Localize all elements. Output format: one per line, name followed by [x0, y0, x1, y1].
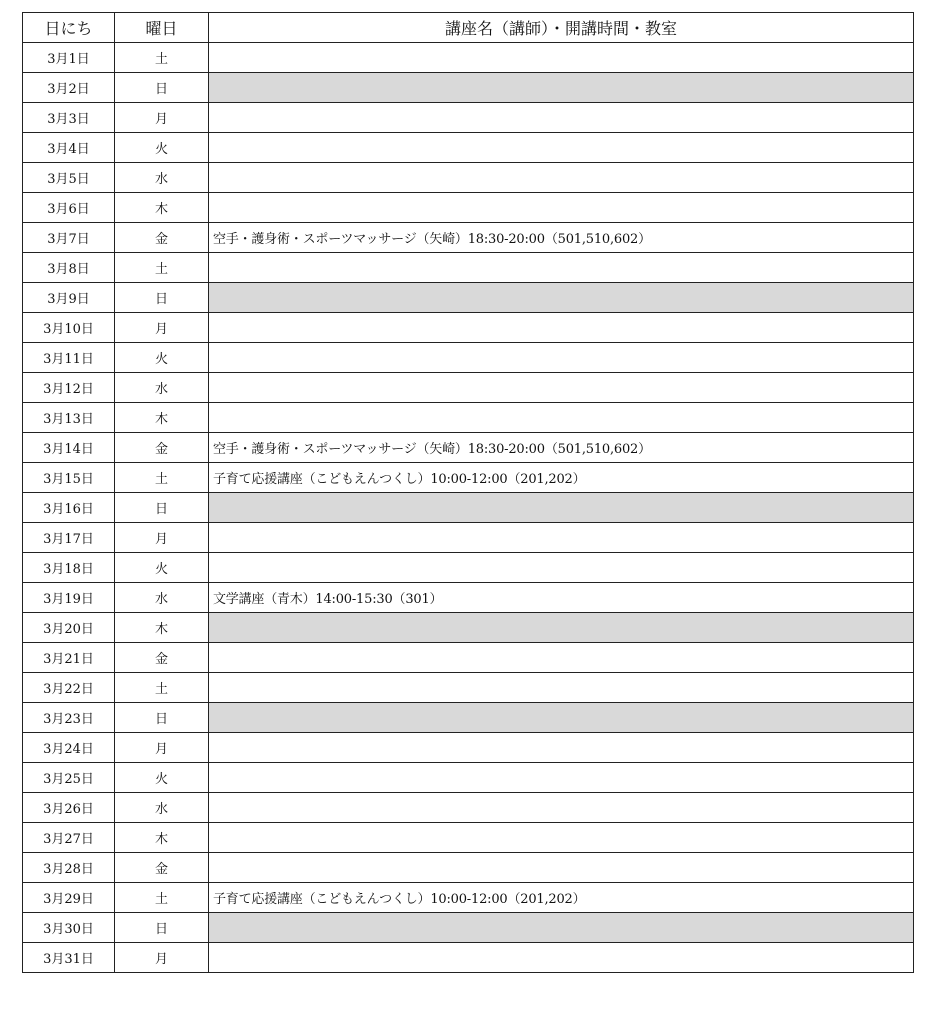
- weekday-cell: 土: [115, 883, 209, 913]
- date-cell: 3月27日: [23, 823, 115, 853]
- table-row: [23, 463, 914, 493]
- date-cell: 3月16日: [23, 493, 115, 523]
- course-cell: [209, 823, 914, 853]
- table-row: [23, 313, 914, 343]
- table-row: [23, 853, 914, 883]
- course-cell: [209, 103, 914, 133]
- date-cell: 3月15日: [23, 463, 115, 493]
- weekday-cell: 水: [115, 583, 209, 613]
- weekday-cell: 月: [115, 943, 209, 973]
- table-row: [23, 523, 914, 553]
- header-row: [23, 13, 914, 43]
- weekday-cell: 月: [115, 103, 209, 133]
- table-row: [23, 193, 914, 223]
- header-weekday: 曜日: [115, 13, 209, 43]
- table-row: [23, 343, 914, 373]
- course-cell: 空手・護身術・スポーツマッサージ（矢崎）18:30-20:00（501,510,602）: [209, 223, 914, 253]
- course-cell: [209, 313, 914, 343]
- date-cell: 3月28日: [23, 853, 115, 883]
- date-cell: 3月20日: [23, 613, 115, 643]
- table-row: [23, 103, 914, 133]
- course-cell: 子育て応援講座（こどもえんつくし）10:00-12:00（201,202）: [209, 883, 914, 913]
- table-row: [23, 673, 914, 703]
- weekday-cell: 火: [115, 763, 209, 793]
- date-cell: 3月3日: [23, 103, 115, 133]
- weekday-cell: 日: [115, 913, 209, 943]
- table-row: [23, 223, 914, 253]
- weekday-cell: 日: [115, 703, 209, 733]
- course-cell: [209, 403, 914, 433]
- weekday-cell: 金: [115, 643, 209, 673]
- table-row: [23, 583, 914, 613]
- schedule-table: [22, 12, 914, 973]
- course-cell: [209, 43, 914, 73]
- date-cell: 3月13日: [23, 403, 115, 433]
- weekday-cell: 木: [115, 823, 209, 853]
- date-cell: 3月4日: [23, 133, 115, 163]
- weekday-cell: 木: [115, 613, 209, 643]
- date-cell: 3月30日: [23, 913, 115, 943]
- course-cell: [209, 343, 914, 373]
- date-cell: 3月19日: [23, 583, 115, 613]
- table-row: [23, 643, 914, 673]
- weekday-cell: 水: [115, 793, 209, 823]
- weekday-cell: 火: [115, 133, 209, 163]
- closed-day-cell: [209, 703, 914, 733]
- table-row: [23, 43, 914, 73]
- closed-day-cell: [209, 613, 914, 643]
- date-cell: 3月10日: [23, 313, 115, 343]
- course-cell: [209, 943, 914, 973]
- date-cell: 3月7日: [23, 223, 115, 253]
- weekday-cell: 日: [115, 493, 209, 523]
- table-row: [23, 703, 914, 733]
- closed-day-cell: [209, 283, 914, 313]
- course-cell: [209, 253, 914, 283]
- table-row: [23, 493, 914, 523]
- header-course: 講座名（講師）・開講時間・教室: [209, 13, 914, 43]
- table-row: [23, 943, 914, 973]
- course-cell: 文学講座（青木）14:00-15:30（301）: [209, 583, 914, 613]
- course-cell: [209, 763, 914, 793]
- table-row: [23, 793, 914, 823]
- date-cell: 3月25日: [23, 763, 115, 793]
- table-row: [23, 133, 914, 163]
- date-cell: 3月18日: [23, 553, 115, 583]
- table-row: [23, 253, 914, 283]
- date-cell: 3月6日: [23, 193, 115, 223]
- date-cell: 3月8日: [23, 253, 115, 283]
- course-cell: [209, 193, 914, 223]
- table-row: [23, 823, 914, 853]
- course-cell: [209, 163, 914, 193]
- course-cell: [209, 373, 914, 403]
- date-cell: 3月12日: [23, 373, 115, 403]
- weekday-cell: 月: [115, 733, 209, 763]
- weekday-cell: 木: [115, 193, 209, 223]
- course-cell: [209, 793, 914, 823]
- date-cell: 3月9日: [23, 283, 115, 313]
- closed-day-cell: [209, 493, 914, 523]
- header-date: 日にち: [23, 13, 115, 43]
- course-cell: [209, 523, 914, 553]
- weekday-cell: 金: [115, 223, 209, 253]
- weekday-cell: 土: [115, 463, 209, 493]
- course-cell: [209, 853, 914, 883]
- date-cell: 3月29日: [23, 883, 115, 913]
- table-row: [23, 163, 914, 193]
- date-cell: 3月21日: [23, 643, 115, 673]
- closed-day-cell: [209, 913, 914, 943]
- course-cell: [209, 733, 914, 763]
- weekday-cell: 月: [115, 313, 209, 343]
- date-cell: 3月14日: [23, 433, 115, 463]
- table-row: [23, 373, 914, 403]
- weekday-cell: 火: [115, 553, 209, 583]
- course-cell: [209, 133, 914, 163]
- weekday-cell: 金: [115, 433, 209, 463]
- table-row: [23, 763, 914, 793]
- date-cell: 3月31日: [23, 943, 115, 973]
- table-row: [23, 733, 914, 763]
- weekday-cell: 土: [115, 673, 209, 703]
- table-row: [23, 613, 914, 643]
- course-cell: 子育て応援講座（こどもえんつくし）10:00-12:00（201,202）: [209, 463, 914, 493]
- date-cell: 3月22日: [23, 673, 115, 703]
- weekday-cell: 水: [115, 163, 209, 193]
- weekday-cell: 土: [115, 253, 209, 283]
- date-cell: 3月1日: [23, 43, 115, 73]
- weekday-cell: 月: [115, 523, 209, 553]
- weekday-cell: 日: [115, 283, 209, 313]
- date-cell: 3月5日: [23, 163, 115, 193]
- table-row: [23, 403, 914, 433]
- weekday-cell: 金: [115, 853, 209, 883]
- date-cell: 3月11日: [23, 343, 115, 373]
- table-row: [23, 433, 914, 463]
- schedule-body: [23, 43, 914, 973]
- table-row: [23, 913, 914, 943]
- course-cell: 空手・護身術・スポーツマッサージ（矢崎）18:30-20:00（501,510,602）: [209, 433, 914, 463]
- table-row: [23, 553, 914, 583]
- date-cell: 3月17日: [23, 523, 115, 553]
- weekday-cell: 水: [115, 373, 209, 403]
- weekday-cell: 土: [115, 43, 209, 73]
- date-cell: 3月23日: [23, 703, 115, 733]
- course-cell: [209, 673, 914, 703]
- table-row: [23, 883, 914, 913]
- course-cell: [209, 553, 914, 583]
- weekday-cell: 木: [115, 403, 209, 433]
- date-cell: 3月24日: [23, 733, 115, 763]
- table-row: [23, 73, 914, 103]
- date-cell: 3月26日: [23, 793, 115, 823]
- weekday-cell: 日: [115, 73, 209, 103]
- date-cell: 3月2日: [23, 73, 115, 103]
- course-cell: [209, 643, 914, 673]
- weekday-cell: 火: [115, 343, 209, 373]
- table-row: [23, 283, 914, 313]
- closed-day-cell: [209, 73, 914, 103]
